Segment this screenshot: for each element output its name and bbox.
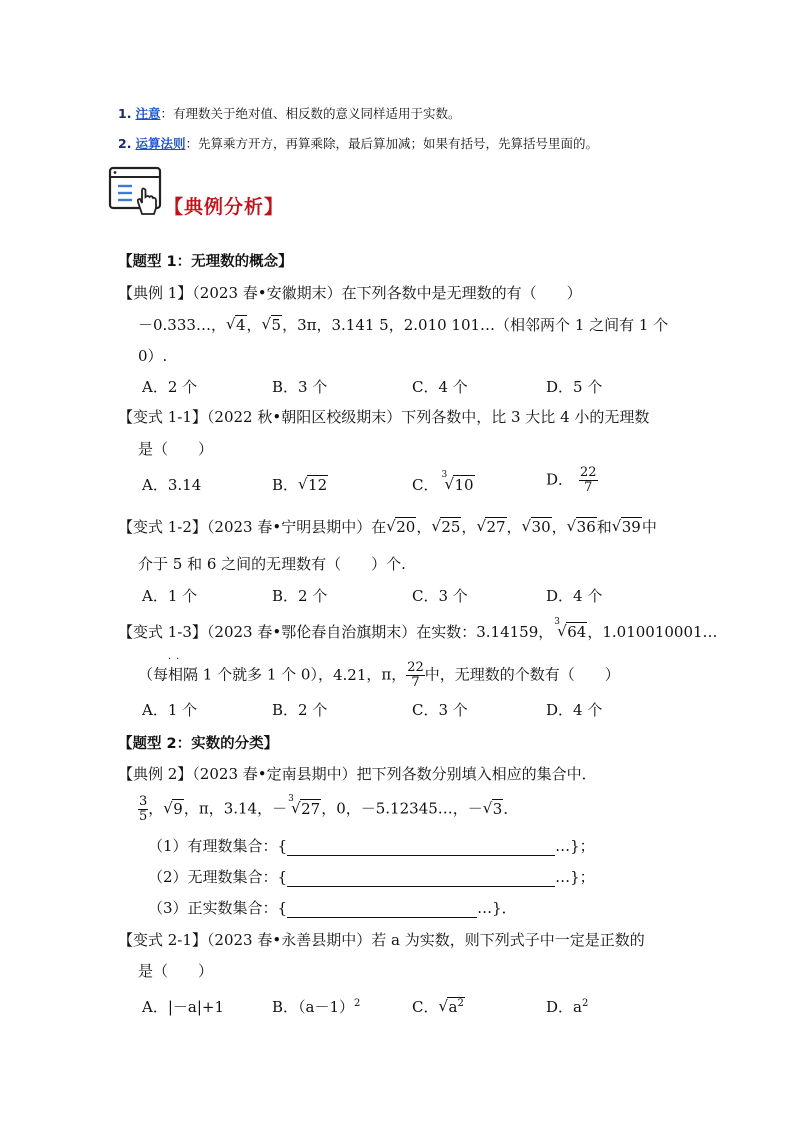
topic-2-heading: 【题型 2：实数的分类】 [118, 736, 279, 752]
example-2-numbers: $\frac{3}{5}$ ， √ 9，π，3.14，－ 3 √ 27，0，－5.12345…，－ √ 3． [139, 793, 519, 824]
variant-1-2-question-cont: 介于 5 和 6 之间的无理数有（ ）个. [138, 555, 406, 573]
v13-option-b[interactable]: B．2 个 [272, 701, 328, 719]
v13-option-d[interactable]: D．4 个 [546, 701, 603, 719]
set-positive-real: （3）正实数集合：{ …}． [148, 899, 517, 917]
example-1-numbers-cont: 0）. [138, 347, 168, 365]
variant-1-1-question: 【变式 1-1】（2022 秋•朝阳区校级期末）下列各数中，比 3 大比 4 小的无理数 [118, 408, 650, 426]
variant-1-2-question: 【变式 1-2】（2023 春•宁明县期中）在 √ 20， √ 25， √ 27， √ 30， √ 36和 √ 39中 [118, 517, 657, 536]
rational-set-blank[interactable] [287, 841, 555, 856]
note-1: 1. 注意：有理数关于绝对值、相反数的意义同样适用于实数。 [118, 106, 461, 121]
repeating-decimal: 4.21 [332, 665, 367, 684]
v21-option-a[interactable]: A．|－a|+1 [142, 998, 224, 1016]
note-1-keyword: 注意 [135, 106, 161, 121]
example-2-question: 【典例 2】（2023 春•定南县期中）把下列各数分别填入相应的集合中． [118, 765, 597, 783]
v12-option-d[interactable]: D．4 个 [546, 587, 603, 605]
v12-option-a[interactable]: A．1 个 [142, 587, 198, 605]
repeating-dots: ·· [168, 654, 185, 665]
variant-2-1-question: 【变式 2-1】（2023 春•永善县期中）若 a 为实数，则下列式子中一定是正数的 [118, 931, 645, 949]
v21-option-d[interactable]: D．$a^2$ [546, 998, 589, 1016]
v21-option-b[interactable]: B．$(a-1)^2$ [272, 998, 361, 1016]
v11-option-c[interactable]: C． 3 √ 10 [412, 470, 474, 494]
example-1-numbers: －0.333…， √ 4， √ 5，3π，3.141 5，2.010 101…（相邻两个 1 之间有 1 个 [138, 315, 669, 334]
v11-option-d[interactable]: D． $\frac{22}{7}$ [546, 465, 597, 495]
variant-1-3-question-cont: （每相隔 1 个就多 1 个 0），4.21，π， $\frac{22}{7}$ 中，无理数的个数有（ ） [138, 660, 620, 690]
section-title: 【典例分析】 [164, 196, 285, 218]
sqrt-4: √ 4 [225, 315, 246, 334]
v12-option-c[interactable]: C．3 个 [412, 587, 468, 605]
v13-option-a[interactable]: A．1 个 [142, 701, 198, 719]
v13-option-c[interactable]: C．3 个 [412, 701, 468, 719]
variant-1-3-question: 【变式 1-3】（2023 春•鄂伦春自治旗期末）在实数：3.14159， 3 √ 64，1.010010001… [118, 617, 718, 641]
v11-option-b[interactable]: B． √ 12 [272, 475, 328, 494]
v11-option-a[interactable]: A．3.14 [142, 476, 202, 494]
ex1-option-b[interactable]: B．3 个 [272, 378, 328, 396]
set-irrational: （2）无理数集合：{ …}； [148, 868, 595, 886]
positive-set-blank[interactable] [287, 903, 477, 918]
browser-click-icon [108, 166, 164, 220]
ex1-option-a[interactable]: A．2 个 [142, 378, 198, 396]
example-1-question: 【典例 1】（2023 春•安徽期末）在下列各数中是无理数的有（ ） [118, 284, 582, 302]
sqrt-5: √ 5 [261, 315, 282, 334]
note-2: 2. 运算法则：先算乘方开方，再算乘除，最后算加减；如果有括号，先算括号里面的。 [118, 136, 598, 151]
v12-option-b[interactable]: B．2 个 [272, 587, 328, 605]
v21-option-c[interactable]: C． √ $a^2$ [412, 997, 464, 1016]
variant-1-1-question-cont: 是（ ） [138, 440, 214, 458]
variant-2-1-question-cont: 是（ ） [138, 962, 214, 980]
topic-1-heading: 【题型 1：无理数的概念】 [118, 254, 293, 270]
ex1-option-d[interactable]: D．5 个 [546, 378, 603, 396]
irrational-set-blank[interactable] [287, 872, 555, 887]
set-rational: （1）有理数集合：{ …}； [148, 837, 595, 855]
ex1-option-c[interactable]: C．4 个 [412, 378, 468, 396]
note-2-keyword: 运算法则 [135, 136, 186, 151]
